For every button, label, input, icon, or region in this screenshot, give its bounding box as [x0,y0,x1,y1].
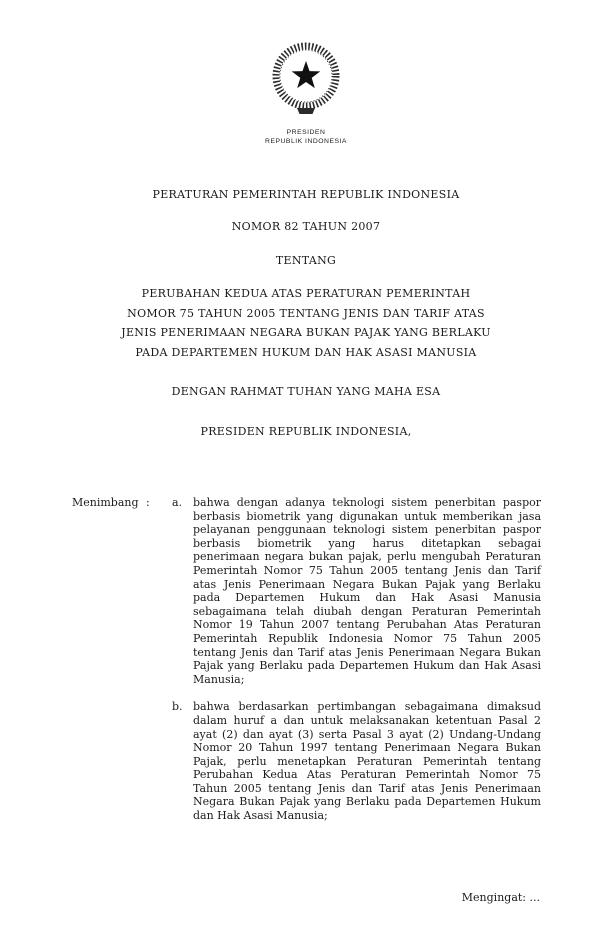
menimbang-label: Menimbang [72,496,139,509]
subject-line: JENIS PENERIMAAN NEGARA BUKAN PAJAK YANG BERLAKU [121,326,491,339]
star-icon [292,61,321,88]
catchword: Mengingat: ... [461,891,540,904]
document-title: PERATURAN PEMERINTAH REPUBLIK INDONESIA [152,188,460,201]
menimbang-item-a [72,496,541,686]
emblem-caption-line2: REPUBLIK INDONESIA [265,138,347,145]
issuer-line: PRESIDEN REPUBLIK INDONESIA, [200,425,412,438]
menimbang-colon: : [146,496,150,509]
item-text: bahwa dengan adanya teknologi sistem penerbitan paspor berbasis biometrik yang digunakan untuk memberikan jasa pelayanan penggunaan teknologi sistem penerbitan paspor berbasis biometrik yang harus ditetapkan sebagai penerimaan negara bukan pajak, perlu mengubah Peraturan Pemerintah Nomor 75 Tahun 2005 tentang Jenis dan Tarif atas Jenis Penerimaan Negara Bukan Pajak yang Berlaku pada Departemen Hukum dan Hak Asasi Manusia sebagaimana telah diubah dengan Peraturan Pemerintah Nomor 19 Tahun 2007 tentang Perubahan Atas Peraturan Pemerintah Republik Indonesia Nomor 75 Tahun 2005 tentang Jenis dan Tarif atas Jenis Penerimaan Negara Bukan Pajak yang Berlaku pada Departemen Hukum dan Hak Asasi Manusia; [193,496,541,686]
grace-line: DENGAN RAHMAT TUHAN YANG MAHA ESA [171,385,441,398]
menimbang-label-spacer [72,700,146,822]
tentang-label: TENTANG [275,254,337,267]
menimbang-section [0,496,612,823]
menimbang-colon-spacer [146,700,172,822]
emblem-block [0,0,612,146]
item-text: bahwa berdasarkan pertimbangan sebagaimana dimaksud dalam huruf a dan untuk melaksanakan ketentuan Pasal 2 ayat (2) dan ayat (3) serta Pasal 3 ayat (2) Undang-Undang Nomor 20 Tahun 1997 tentang Penerimaan Negara Bukan Pajak, perlu menetapkan Peraturan Pemerintah tentang Perubahan Kedua Atas Peraturan Pemerintah Nomor 75 Tahun 2005 tentang Jenis dan Tarif atas Jenis Penerimaan Negara Bukan Pajak yang Berlaku pada Departemen Hukum dan Hak Asasi Manusia; [193,700,541,823]
subject-line: PADA DEPARTEMEN HUKUM DAN HAK ASASI MANUSIA [135,345,477,359]
document-number: NOMOR 82 TAHUN 2007 [231,220,381,233]
presidential-seal-icon [266,36,346,120]
subject-block [0,284,612,362]
ribbon-icon [297,108,315,114]
emblem-caption-line1: PRESIDEN [286,129,326,136]
item-marker: b. [172,700,183,714]
item-marker: a. [172,496,183,509]
subject-line: PERUBAHAN KEDUA ATAS PERATURAN PEMERINTAH [141,287,471,300]
emblem-caption [0,128,612,146]
subject-line: NOMOR 75 TAHUN 2005 TENTANG JENIS DAN TARIF ATAS [127,306,485,320]
menimbang-item-b [72,700,541,822]
